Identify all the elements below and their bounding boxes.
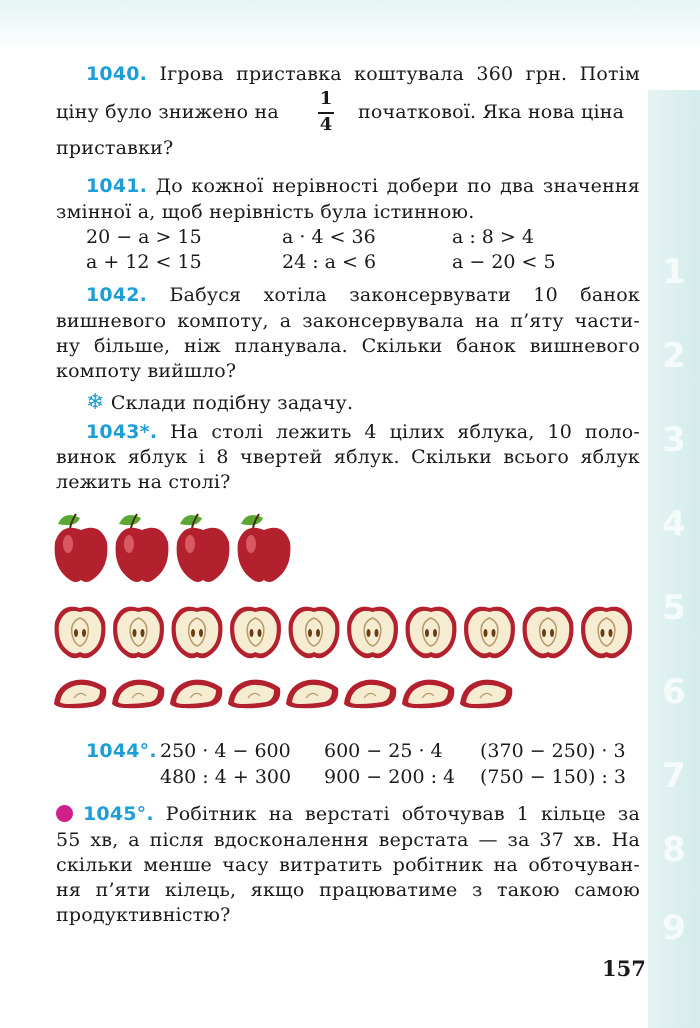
problem-1043-line3: лежить на столі? <box>56 471 231 493</box>
top-band <box>0 0 700 52</box>
fraction-numerator: 1 <box>319 88 333 109</box>
expression: 480 : 4 + 300 <box>160 766 292 788</box>
side-tab-4: 4 <box>662 504 686 544</box>
quarter-apple-icon <box>460 680 512 709</box>
problem-1045-line2: 55 хв, а після вдосконалення верстата — за 37 хв. На <box>56 829 640 851</box>
problem-1043-line2: винок яблук і 8 чвертей яблук. Скільки всього яблук <box>56 446 640 468</box>
inequality: 20 − a > 15 <box>86 226 202 248</box>
fraction-denominator: 4 <box>319 114 333 135</box>
problem-1044-number <box>86 740 157 762</box>
problem-1042-line1: 1042. Бабуся хотіла законсервувати 10 банок <box>86 284 640 306</box>
quarter-apple-icon <box>54 680 106 709</box>
quarter-apples-row <box>52 676 522 710</box>
quarter-apple-icon <box>344 680 396 709</box>
side-tab-7: 7 <box>662 756 686 796</box>
half-apple-icon <box>289 607 340 659</box>
expression: (750 − 150) : 3 <box>480 766 626 788</box>
problem-1040-line3: приставки? <box>56 137 174 159</box>
problem-1040-line2-end: початкової. Яка нова ціна <box>358 101 625 123</box>
problem-1040-line1: 1040. Ігрова приставка коштувала 360 грн. Потім <box>86 63 640 85</box>
half-apple-icon <box>523 607 574 659</box>
problem-1041-line2: змінної a, щоб нерівність була істинною. <box>56 201 475 223</box>
half-apple-icon <box>230 607 281 659</box>
whole-apples-row <box>52 508 302 588</box>
inequality: a − 20 < 5 <box>452 251 556 273</box>
half-apple-icon <box>55 607 106 659</box>
problem-1043-line1: 1043*. На столі лежить 4 цілих яблука, 10 поло- <box>86 421 640 443</box>
half-apple-icon <box>347 607 398 659</box>
inequality: 24 : a < 6 <box>282 251 377 273</box>
snowflake-icon: ❄ <box>86 390 105 415</box>
whole-apple-icon <box>55 514 108 582</box>
problem-1042-line2: вишневого компоту, а законсервувала на п’яту части- <box>56 310 640 332</box>
whole-apple-icon <box>238 514 291 582</box>
problem-1042-line3: ну більше, ніж планувала. Скільки банок вишневого <box>56 335 640 357</box>
chapter-side-strip <box>648 90 700 1028</box>
expression: 600 − 25 · 4 <box>324 740 443 762</box>
side-tab-5: 5 <box>662 588 686 628</box>
expression: (370 − 250) · 3 <box>480 740 626 762</box>
quarter-apple-icon <box>170 680 222 709</box>
half-apples-row <box>52 602 642 662</box>
create-similar-task: ❄ Склади подібну задачу. <box>86 390 354 415</box>
side-tab-1: 1 <box>662 252 686 292</box>
expression: 250 · 4 − 600 <box>160 740 291 762</box>
problem-1045-line4: ня п’яти кілець, якщо працюватиме з такою самою <box>56 879 640 901</box>
problem-1041-line1: 1041. До кожної нерівності добери по два значення <box>86 175 640 197</box>
expression: 900 − 200 : 4 <box>324 766 456 788</box>
half-apple-icon <box>172 607 223 659</box>
inequality: a · 4 < 36 <box>282 226 376 248</box>
half-apple-icon <box>581 607 632 659</box>
inequality: a : 8 > 4 <box>452 226 534 248</box>
problem-1045-line3: скільки менше часу витратить робітник на обточуван- <box>56 854 640 876</box>
quarter-apple-icon <box>228 680 280 709</box>
problem-number: 1043*. <box>86 421 158 443</box>
half-apples-illustration <box>52 602 642 662</box>
whole-apple-icon <box>116 514 169 582</box>
problem-number: 1042. <box>86 284 148 306</box>
problem-number: 1040. <box>86 63 148 85</box>
problem-number: 1045°. <box>83 803 154 825</box>
magenta-dot-icon <box>56 805 73 822</box>
problem-1045-line5: продуктивністю? <box>56 904 231 926</box>
side-tab-9: 9 <box>662 908 686 948</box>
half-apple-icon <box>464 607 515 659</box>
side-tab-3: 3 <box>662 420 686 460</box>
quarter-apples-illustration <box>52 676 522 710</box>
side-tab-6: 6 <box>662 672 686 712</box>
inequality: a + 12 < 15 <box>86 251 202 273</box>
whole-apple-icon <box>177 514 230 582</box>
problem-1045-line1: 1045°. Робітник на верстаті обточував 1 кільце за <box>56 803 640 825</box>
side-tab-8: 8 <box>662 830 686 870</box>
side-tab-2: 2 <box>662 336 686 376</box>
half-apple-icon <box>406 607 457 659</box>
problem-number: 1044°. <box>86 740 157 762</box>
problem-1042-line4: компоту вийшло? <box>56 360 237 382</box>
quarter-apple-icon <box>286 680 338 709</box>
quarter-apple-icon <box>402 680 454 709</box>
problem-number: 1041. <box>86 175 148 197</box>
page-number: 157 <box>602 956 646 981</box>
whole-apples-illustration <box>52 508 302 588</box>
quarter-apple-icon <box>112 680 164 709</box>
problem-1040-line2-start: ціну було знижено на <box>56 101 279 123</box>
half-apple-icon <box>113 607 164 659</box>
